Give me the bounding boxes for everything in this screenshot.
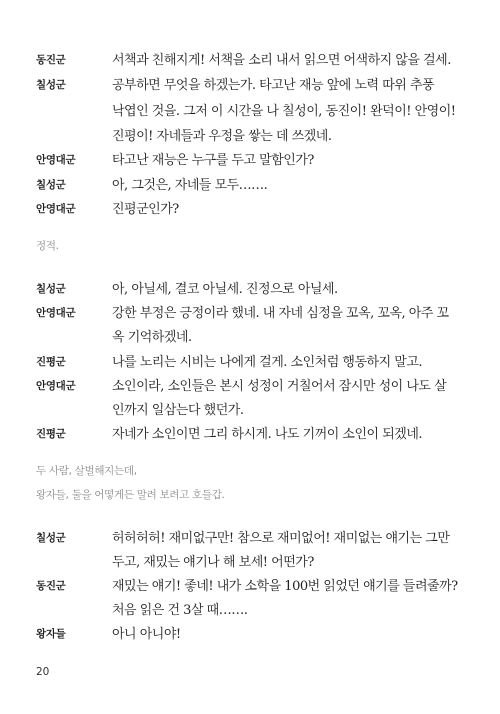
dialogue-line — [0, 149, 500, 173]
stage-direction: 왕자들, 둘을 어떻게든 말려 보려고 호들갑. — [36, 489, 225, 501]
dialogue-line — [0, 198, 500, 222]
speaker-name: 안영대군 — [36, 154, 76, 166]
speaker-name: 진평군 — [36, 356, 66, 368]
dialogue-text: 공부하면 무엇을 하겠는가. 타고난 재능 앞에 노력 따위 추풍 — [112, 78, 435, 93]
dialogue-text: 강한 부정은 긍정이라 했네. 내 자네 심정을 꼬옥, 꼬옥, 아주 꼬 — [112, 306, 449, 321]
dialogue-text: 소인이라, 소인들은 본시 성정이 거칠어서 잠시만 성이 나도 살 — [112, 379, 447, 394]
speaker-name: 칠성군 — [36, 79, 66, 91]
dialogue-line — [0, 302, 500, 326]
speaker-name: 왕자들 — [36, 628, 66, 640]
dialogue-text: 재밌는 얘기! 좋네! 내가 소학을 100번 읽었던 얘기를 들려줄까? — [112, 579, 458, 594]
speaker-name: 안영대군 — [36, 307, 76, 319]
dialogue-text: 진평군인가? — [112, 202, 179, 217]
dialogue-line — [0, 375, 500, 399]
dialogue-line — [0, 599, 500, 623]
dialogue-text: 인까지 일삼는다 했던가. — [112, 403, 244, 418]
page-number: 20 — [36, 666, 50, 678]
speaker-name: 안영대군 — [36, 380, 76, 392]
dialogue-text: 아니 아니야! — [112, 627, 181, 642]
dialogue-text: 두고, 재밌는 얘기나 해 보세! 어떤가? — [112, 555, 314, 570]
dialogue-line — [0, 399, 500, 423]
speaker-name: 동진군 — [36, 54, 66, 66]
dialogue-line — [0, 527, 500, 551]
dialogue-line — [0, 575, 500, 599]
dialogue-line — [0, 100, 500, 124]
speaker-name: 칠성군 — [36, 283, 66, 295]
dialogue-text: 아, 아닐세, 결코 아닐세. 진정으로 아닐세. — [112, 282, 338, 297]
dialogue-text: 처음 읽은 건 3살 때……. — [112, 603, 248, 618]
speaker-name: 진평군 — [36, 428, 66, 440]
dialogue-line — [0, 326, 500, 350]
dialogue-line — [0, 551, 500, 575]
dialogue-line — [0, 49, 500, 73]
dialogue-text: 낙엽인 것을. 그저 이 시간을 나 칠성이, 동진이! 완덕이! 안영이! — [112, 104, 456, 119]
dialogue-line — [0, 351, 500, 375]
stage-direction: 두 사람, 살벌해지는데, — [36, 465, 137, 477]
dialogue-text: 허허허허! 재미없구만! 참으로 재미없어! 재미없는 얘기는 그만 — [112, 531, 450, 546]
dialogue-line — [0, 74, 500, 98]
speaker-name: 칠성군 — [36, 532, 66, 544]
speaker-name: 동진군 — [36, 580, 66, 592]
dialogue-text: 타고난 재능은 누구를 두고 말함인가? — [112, 153, 314, 168]
dialogue-text: 아, 그것은, 자네들 모두……. — [112, 178, 268, 193]
dialogue-text: 나를 노리는 시비는 나에게 걸게. 소인처럼 행동하지 말고. — [112, 355, 423, 370]
dialogue-text: 진평이! 자네들과 우정을 쌓는 데 쓰겠네. — [112, 129, 332, 144]
dialogue-text: 서책과 친해지게! 서책을 소리 내서 읽으면 어색하지 않을 걸세. — [112, 53, 451, 68]
dialogue-text: 옥 기억하겠네. — [112, 330, 192, 345]
dialogue-line — [0, 423, 500, 447]
dialogue-line — [0, 278, 500, 302]
speaker-name: 칠성군 — [36, 179, 66, 191]
dialogue-line — [0, 125, 500, 149]
dialogue-line — [0, 623, 500, 647]
speaker-name: 안영대군 — [36, 203, 76, 215]
stage-direction: 정적. — [36, 240, 59, 252]
dialogue-line — [0, 174, 500, 198]
dialogue-text: 자네가 소인이면 그리 하시게. 나도 기꺼이 소인이 되겠네. — [112, 427, 423, 442]
